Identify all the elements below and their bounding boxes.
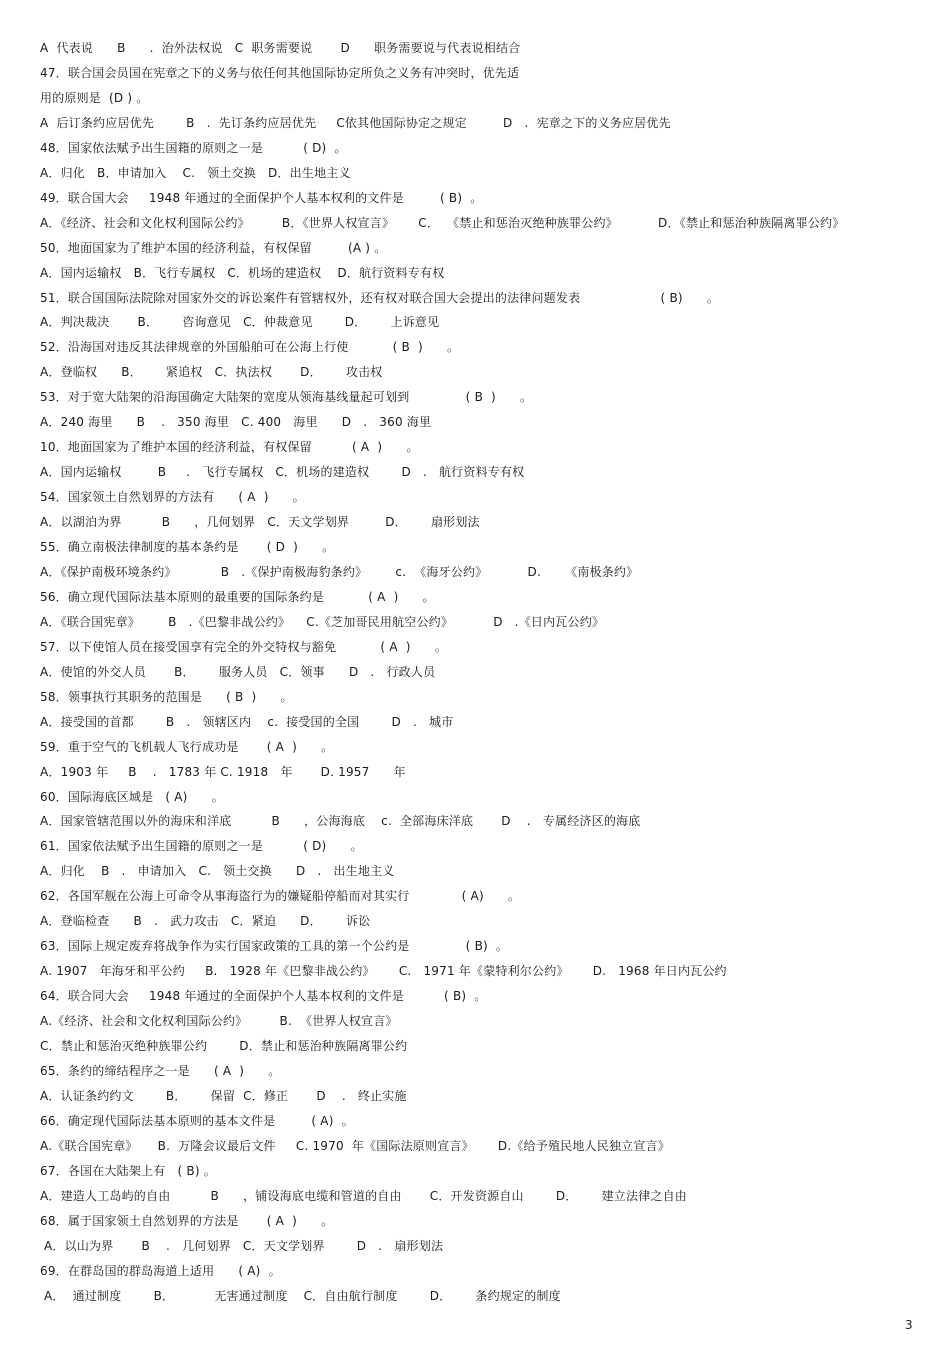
text-line: A．国家管辖范围以外的海床和洋底 B ，公海海底 c. 全部海床洋底 D . 专属经济区的海底 bbox=[40, 814, 641, 829]
text-line: A．归化 B．申请加入 C. 领土交换 D．出生地主义 bbox=[40, 165, 351, 180]
text-line: 63．国际上规定废弃将战争作为实行国家政策的工具的第一个公约是 ( B) 。 bbox=[40, 939, 509, 954]
text-line: A．《联合国宪章》 B .《巴黎非战公约》 C.《芝加哥民用航空公约》 D .《日内瓦公约》 bbox=[40, 614, 605, 629]
text-line: 58．领事执行其职务的范围是 ( B ) 。 bbox=[40, 689, 293, 704]
text-line: 52．沿海国对违反其法律规章的外国船舶可在公海上行使 ( B ) 。 bbox=[40, 340, 460, 355]
text-line: A.《联合国宪章》 B. 万隆会议最后文件 C. 1970 年《国际法原则宣言》 D.《给予殖民地人民独立宣言》 bbox=[40, 1138, 670, 1153]
text-line: 65．条约的缔结程序之一是 ( A ) 。 bbox=[40, 1063, 281, 1078]
text-line: 68．属于国家领土自然划界的方法是 ( A ) 。 bbox=[40, 1213, 334, 1228]
text-line: C．禁止和惩治灭绝种族罪公约 D．禁止和惩治种族隔离罪公约 bbox=[40, 1039, 408, 1053]
text-line: A．以湖泊为界 B ，几何划界 C．天文学划界 D． 扇形划法 bbox=[40, 515, 480, 529]
text-line: A．国内运输权 B．飞行专属权 C．机场的建造权 D．航行资料专有权 bbox=[40, 265, 445, 280]
text-line: 51．联合国国际法院除对国家外交的诉讼案件有管辖权外，还有权对联合国大会提出的法律问题发表 ( B) 。 bbox=[40, 290, 720, 305]
text-line: A 后订条约应居优先 B . 先订条约应居优先 C依其他国际协定之规定 D . 宪章之下的义务应居优先 bbox=[40, 115, 671, 130]
text-line: 54．国家领土自然划界的方法有 ( A ) 。 bbox=[40, 490, 305, 505]
text-line: A．240 海里 B . 350 海里 C. 400 海里 D . 360 海里 bbox=[40, 415, 432, 430]
text-line: A．1903 年 B . 1783 年 C. 1918 年 D. 1957 年 bbox=[40, 764, 406, 779]
text-line: A 代表说 B . 治外法权说 C 职务需要说 D 职务需要说与代表说相结合 bbox=[40, 41, 521, 55]
text-line: 56．确立现代国际法基本原则的最重要的国际条约是 ( A ) 。 bbox=[40, 589, 435, 604]
text-line: 67．各国在大陆架上有 ( B) 。 bbox=[40, 1163, 216, 1178]
text-line: A．登临检查 B . 武力攻击 C．紧迫 D． 诉讼 bbox=[40, 914, 371, 929]
text-line: 10．地面国家为了维护本国的经济利益，有权保留 ( A ) 。 bbox=[40, 440, 419, 455]
text-line: 64．联合同大会 1948 年通过的全面保护个人基本权利的文件是 ( B) 。 bbox=[40, 989, 487, 1004]
text-line: 53．对于宽大陆架的沿海国确定大陆架的宽度从领海基线量起可划到 ( B ) 。 bbox=[40, 390, 533, 405]
text-line: 57．以下使馆人员在接受国享有完全的外交特权与豁免 ( A ) 。 bbox=[40, 639, 447, 654]
text-line: 48．国家依法赋予出生国籍的原则之一是 ( D) 。 bbox=[40, 140, 347, 155]
text-line: 用的原则是 (D ) 。 bbox=[40, 90, 149, 105]
text-line: 49．联合国大会 1948 年通过的全面保护个人基本权利的文件是 ( B) 。 bbox=[40, 190, 483, 205]
text-line: A．判决裁决 B． 咨询意见 C．仲裁意见 D． 上诉意见 bbox=[40, 315, 440, 330]
text-line: A．认证条约约文 B． 保留 C．修正 D . 终止实施 bbox=[40, 1088, 407, 1103]
text-line: 59．重于空气的飞机载人飞行成功是 ( A ) 。 bbox=[40, 739, 334, 754]
text-line: A．使馆的外交人员 B． 服务人员 C．领事 D . 行政人员 bbox=[40, 664, 436, 679]
text-line: A．登临权 B． 紧追权 C．执法权 D． 攻击权 bbox=[40, 365, 383, 380]
text-line: A．《经济、社会和文化权利国际公约》 B．《世界人权宣言》 C． 《禁止和惩治灭绝种族罪公约》 D．《禁止和惩治种族隔离罪公约》 bbox=[40, 215, 845, 230]
text-line: 62．各国军舰在公海上可命令从事海盗行为的嫌疑船停船而对其实行 ( A) 。 bbox=[40, 889, 521, 904]
text-line: 55．确立南极法律制度的基本条约是 ( D ) 。 bbox=[40, 540, 335, 554]
text-line: 50．地面国家为了维护本国的经济利益，有权保留 (A ) 。 bbox=[40, 240, 387, 255]
text-line: A．国内运输权 B . 飞行专属权 C．机场的建造权 D . 航行资料专有权 bbox=[40, 465, 525, 480]
text-line: A．接受国的首都 B . 领辖区内 c. 接受国的全国 D . 城市 bbox=[40, 714, 454, 729]
text-line: A．归化 B . 申请加入 C. 领土交换 D . 出生地主义 bbox=[40, 864, 395, 879]
text-line: 69．在群岛国的群岛海道上适用 ( A) 。 bbox=[40, 1263, 281, 1278]
text-line: A．建造人工岛屿的自由 B ，铺设海底电缆和管道的自由 C．开发资源自山 D． 建立法律之自由 bbox=[40, 1188, 687, 1203]
page-number: 3 bbox=[905, 1318, 913, 1332]
text-line: A．以山为界 B . 几何划界 C．天文学划界 D . 扇形划法 bbox=[40, 1238, 444, 1253]
text-line: 61．国家依法赋予出生国籍的原则之一是 ( D) 。 bbox=[40, 839, 363, 854]
text-line: 47．联合国会员国在宪章之下的义务与依任何其他国际协定所负之义务有冲突时，优先适 bbox=[40, 66, 520, 80]
text-line: A．《保护南极环境条约》 B .《保护南极海豹条约》 c. 《海牙公约》 D. 《南极条约》 bbox=[40, 564, 639, 579]
text-line: 66．确定现代国际法基本原则的基本文件是 ( A) 。 bbox=[40, 1113, 354, 1128]
text-line: A． 通过制度 B． 无害通过制度 C．自由航行制度 D． 条约规定的制度 bbox=[40, 1288, 561, 1303]
text-line: 60．国际海底区域是 ( A) 。 bbox=[40, 789, 224, 804]
text-line: A.《经济、社会和文化权利国际公约》 B. 《世界人权宣言》 bbox=[40, 1014, 398, 1028]
text-line: A. 1907 年海牙和平公约 B. 1928 年《巴黎非战公约》 C. 1971 年《蒙特利尔公约》 D. 1968 年日内瓦公约 bbox=[40, 964, 727, 979]
